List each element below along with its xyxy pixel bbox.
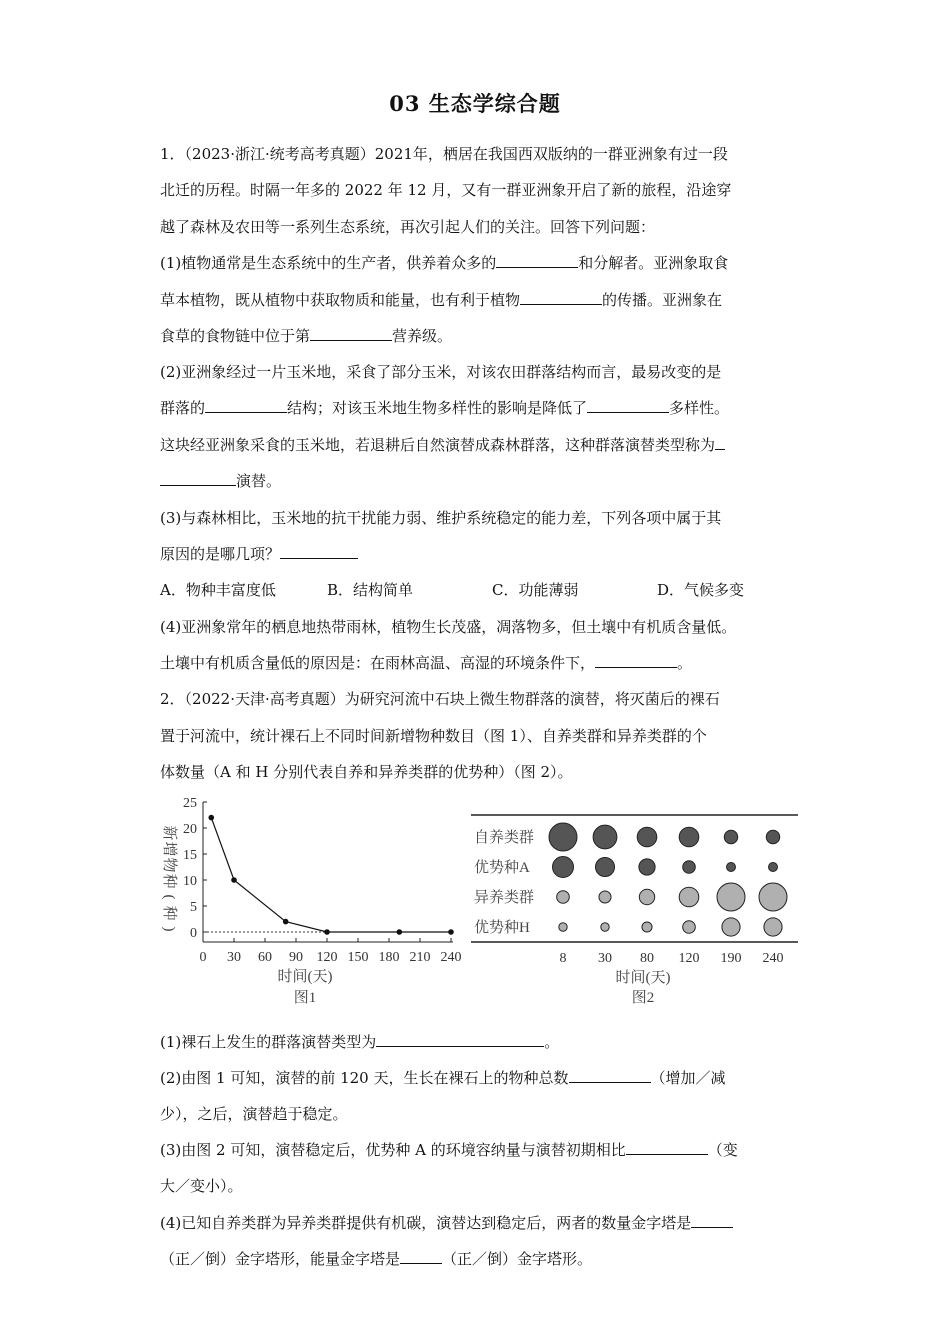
row-label: 优势种H — [474, 920, 530, 936]
x-axis-label: 时间(天) — [277, 969, 333, 985]
bubble — [639, 889, 654, 904]
x-tick-label: 0 — [199, 950, 207, 965]
bubble — [601, 923, 609, 931]
x-tick-label: 210 — [409, 950, 431, 965]
figure-caption: 图2 — [631, 990, 655, 1006]
q2-sub3-line-1: (3)由图 2 可知，演替稳定后，优势种 A 的环境容纳量与演替初期相比 （变 — [160, 1141, 738, 1159]
answer-blank[interactable] — [280, 544, 358, 559]
bubble — [722, 918, 740, 936]
row-label: 优势种A — [474, 860, 530, 876]
y-axis-label: 物 — [161, 857, 177, 873]
q2-stem-line-2: 置于河流中，统计裸石上不同时间新增物种数目（图 1）、自养类群和异养类群的个 — [160, 727, 707, 745]
bubble — [593, 825, 617, 849]
q1-sub1-line-2: 草本植物，既从植物中获取物质和能量，也有利于植物 的传播。亚洲象在 — [160, 291, 723, 309]
y-axis-label: ) — [161, 926, 177, 932]
option-d[interactable]: D．气候多变 — [657, 581, 745, 599]
bubble — [557, 891, 570, 904]
bubble — [766, 830, 779, 843]
answer-blank[interactable] — [587, 398, 669, 413]
bubble — [559, 923, 567, 931]
figure-2-bubble-chart — [468, 805, 808, 1010]
bubble — [599, 891, 611, 903]
y-axis-label: 新 — [161, 825, 177, 841]
answer-blank[interactable] — [400, 1249, 442, 1264]
q2-sub1-line: (1)裸石上发生的群落演替类型为 。 — [160, 1033, 560, 1051]
q1-sub4-line-2: 土壤中有机质含量低的原因是：在雨林高温、高湿的环境条件下， 。 — [160, 654, 693, 672]
q1-sub3-line-1: (3)与森林相比，玉米地的抗干扰能力弱、维护系统稳定的能力差，下列各项中属于其 — [160, 509, 722, 527]
bubble — [759, 883, 787, 911]
answer-blank[interactable] — [205, 398, 287, 413]
q2-sub4-line-1: (4)已知自养类群为异养类群提供有机碳，演替达到稳定后，两者的数量金字塔是 — [160, 1213, 733, 1233]
answer-blank[interactable] — [376, 1032, 544, 1047]
answer-blank[interactable] — [626, 1140, 708, 1155]
x-tick-label: 240 — [762, 951, 784, 966]
answer-blank[interactable] — [310, 326, 392, 341]
y-tick-label: 5 — [190, 900, 197, 915]
q1-sub3-line-2: 原因的是哪几项？ — [160, 544, 358, 564]
data-point — [231, 877, 237, 883]
q1-sub2-line-1: (2)亚洲象经过一片玉米地，采食了部分玉米，对该农田群落结构而言，最易改变的是 — [160, 363, 722, 381]
data-point — [283, 919, 289, 925]
figure-1-line-chart — [150, 790, 470, 1015]
bubble — [769, 863, 778, 872]
x-tick-label: 80 — [640, 951, 654, 966]
y-axis-label: 增 — [161, 841, 177, 857]
bubble — [549, 823, 577, 851]
y-tick-label: 15 — [183, 848, 197, 863]
x-tick-label: 120 — [316, 950, 338, 965]
q1-stem-line-3: 越了森林及农田等一系列生态系统，再次引起人们的关注。回答下列问题： — [160, 218, 656, 236]
option-c[interactable]: C．功能薄弱 — [492, 581, 579, 599]
y-axis-label: 种 — [161, 873, 177, 889]
bubble — [679, 827, 699, 847]
q1-stem-line-1: 1．（2023·浙江·统考高考真题）2021年，栖居在我国西双版纳的一群亚洲象有过一段 — [160, 145, 728, 163]
q1-sub2-line-2: 群落的 结构；对该玉米地生物多样性的影响是降低了 多样性。 — [160, 399, 730, 417]
bubble — [764, 918, 782, 936]
x-tick-label: 8 — [559, 951, 567, 966]
q2-sub3-line-2: 大／变小）。 — [160, 1177, 243, 1195]
answer-blank[interactable] — [569, 1068, 651, 1083]
answer-blank[interactable] — [496, 253, 578, 268]
x-tick-label: 190 — [720, 951, 742, 966]
q2-sub2-line-1: (2)由图 1 可知，演替的前 120 天，生长在裸石上的物种总数 （增加／减 — [160, 1069, 726, 1087]
bubble — [639, 859, 655, 875]
bubble — [642, 922, 652, 932]
q1-sub4-line-1: (4)亚洲象常年的栖息地热带雨林，植物生长茂盛，凋落物多，但土壤中有机质含量低。 — [160, 618, 737, 636]
y-axis-label: ( — [161, 894, 177, 900]
answer-blank[interactable] — [520, 290, 602, 305]
data-point — [324, 929, 330, 935]
bubble — [683, 861, 696, 874]
q2-stem-line-1: 2．（2022·天津·高考真题）为研究河流中石块上微生物群落的演替，将灭菌后的裸石 — [160, 690, 720, 708]
bubble — [637, 827, 657, 847]
x-axis-label: 时间(天) — [615, 970, 671, 986]
page-title: 03 生态学综合题 — [389, 91, 561, 116]
x-tick-label: 180 — [378, 950, 400, 965]
q1-sub1-line-3: 食草的食物链中位于第 营养级。 — [160, 327, 453, 345]
q1-sub2-line-4: 演替。 — [160, 471, 281, 491]
bubble — [679, 887, 699, 907]
answer-blank[interactable] — [595, 653, 677, 668]
row-label: 异养类群 — [474, 890, 535, 906]
bubble — [683, 921, 696, 934]
data-point — [448, 929, 454, 935]
bubble — [717, 883, 745, 911]
figure-caption: 图1 — [293, 990, 317, 1006]
y-tick-label: 20 — [183, 822, 197, 837]
x-tick-label: 90 — [289, 950, 303, 965]
option-b[interactable]: B．结构简单 — [327, 581, 414, 599]
data-point — [397, 929, 403, 935]
x-tick-label: 60 — [258, 950, 272, 965]
bubble — [595, 857, 614, 876]
x-tick-label: 30 — [598, 951, 612, 966]
q2-stem-line-3: 体数量（A 和 H 分别代表自养和异养类群的优势种）（图 2）。 — [160, 763, 573, 781]
y-axis-label: 种 — [161, 905, 177, 921]
y-tick-label: 0 — [190, 926, 197, 941]
x-tick-label: 30 — [227, 950, 241, 965]
answer-blank[interactable] — [715, 435, 725, 450]
option-a[interactable]: A．物种丰富度低 — [160, 581, 276, 599]
data-point — [208, 815, 214, 821]
x-tick-label: 120 — [678, 951, 700, 966]
bubble — [727, 863, 736, 872]
q1-sub1-line-1: (1)植物通常是生态系统中的生产者，供养着众多的 和分解者。亚洲象取食 — [160, 254, 729, 272]
y-tick-label: 25 — [183, 796, 197, 811]
row-label: 自养类群 — [474, 830, 535, 846]
series-line — [211, 818, 451, 932]
q1-stem-line-2: 北迁的历程。时隔一年多的 2022 年 12 月，又有一群亚洲象开启了新的旅程，沿途穿 — [160, 181, 732, 199]
answer-blank[interactable] — [160, 471, 236, 486]
answer-blank[interactable] — [691, 1213, 733, 1228]
x-tick-label: 150 — [347, 950, 369, 965]
bubble — [724, 830, 737, 843]
y-tick-label: 10 — [183, 874, 197, 889]
x-tick-label: 240 — [440, 950, 462, 965]
q1-sub2-line-3: 这块经亚洲象采食的玉米地，若退耕后自然演替成森林群落，这种群落演替类型称为 — [160, 435, 725, 455]
bubble — [553, 857, 574, 878]
q2-sub4-line-2: （正／倒）金字塔形，能量金字塔是 （正／倒）金字塔形。 — [160, 1250, 593, 1268]
q2-sub2-line-2: 少），之后，演替趋于稳定。 — [160, 1105, 348, 1123]
